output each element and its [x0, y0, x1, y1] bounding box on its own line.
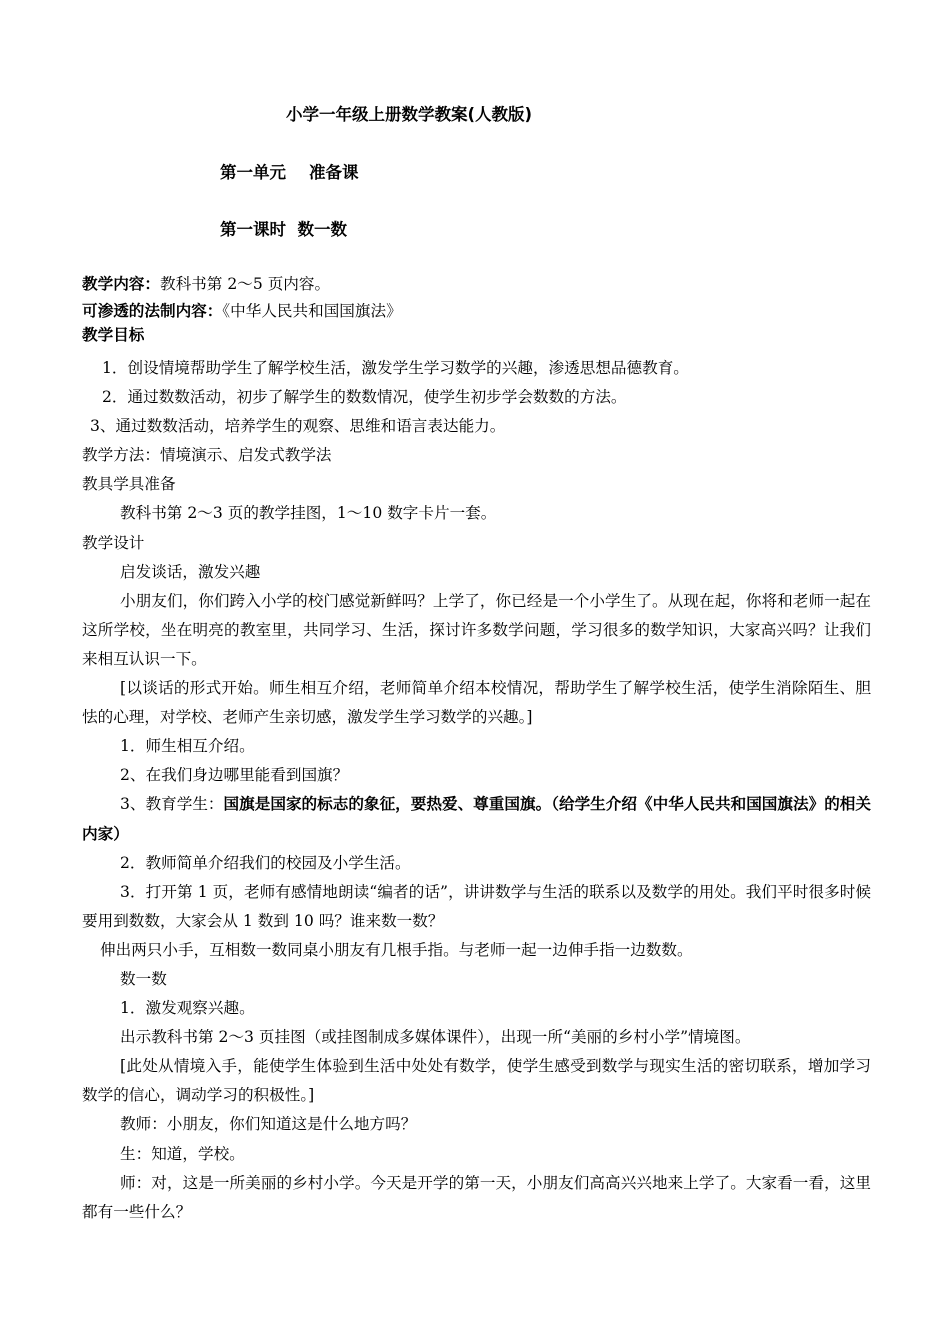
flag-education-text: 国旗是国家的标志的象征，要热爱、尊重国旗。（给学生介绍《中华人民共和国国旗法》的相关内家）	[82, 795, 872, 843]
design-heading: 教学设计	[82, 533, 145, 552]
section-heading: 启发谈话，激发兴趣	[120, 562, 261, 581]
goal-item: 3、通过数数活动，培养学生的观察、思维和语言表达能力。	[90, 417, 506, 436]
step-item: 2、在我们身边哪里能看到国旗？	[120, 766, 349, 785]
step-item: 1．激发观察兴趣。	[120, 999, 255, 1018]
teaching-content-line	[82, 270, 871, 297]
step-item-education	[82, 790, 871, 848]
step-item: 出示教科书第 2～3 页挂图（或挂图制成多媒体课件），出现一所“美丽的乡村小学”情境图。	[120, 1028, 751, 1047]
law-content-value: 《中华人民共和国国旗法》	[222, 302, 402, 320]
step-item: 1．师生相互介绍。	[120, 737, 255, 756]
teaching-content-value: 教科书第 2～5 页内容。	[159, 275, 331, 293]
unit-title: 第一单元 准备课	[220, 163, 359, 182]
goal-item: 2．通过数数活动，初步了解学生的数数情况，使学生初步学会数数的方法。	[102, 388, 627, 407]
note-paragraph: [以谈话的形式开始。师生相互介绍，老师简单介绍本校情况，帮助学生了解学校生活，使学生消除陌生、胆怯的心理，对学校、老师产生亲切感，激发学生学习数学的兴趣。]	[82, 679, 871, 727]
dialogue-line: 生：知道，学校。	[120, 1144, 245, 1163]
law-content-line	[82, 297, 871, 321]
goal-item: 1．创设情境帮助学生了解学校生活，激发学生学习数学的兴趣，渗透思想品德教育。	[102, 359, 689, 377]
teaching-content-label: 教学内容：	[82, 275, 160, 293]
step-prefix: 3、教育学生：	[120, 795, 224, 814]
teaching-method: 教学方法：情境演示、启发式教学法	[82, 446, 332, 465]
note-paragraph: [此处从情境入手，能使学生体验到生活中处处有数学，使学生感受到数学与现实生活的密切联系，增加学习数学的信心，调动学习的积极性。]	[82, 1057, 871, 1105]
prep-value: 教科书第 2～3 页的教学挂图，1～10 数字卡片一套。	[120, 504, 497, 523]
dialogue-line: 师：对，这是一所美丽的乡村小学。今天是开学的第一天，小朋友们高高兴兴地来上学了。大家看一看，这里都有一些什么？	[82, 1173, 871, 1221]
section-heading: 数一数	[120, 969, 167, 988]
dialogue-line: 教师：小朋友，你们知道这是什么地方吗？	[120, 1115, 417, 1134]
step-item: 2．教师简单介绍我们的校园及小学生活。	[120, 853, 411, 872]
lesson-title: 第一课时 数一数	[220, 220, 347, 239]
paragraph: 小朋友们，你们跨入小学的校门感觉新鲜吗？上学了，你已经是一个小学生了。从现在起，你将和老师一起在这所学校，坐在明亮的教室里，共同学习、生活，探讨许多数学问题，学习很多的数学知识，大家高兴吗？让我们来相互认识一下。	[82, 591, 871, 668]
prep-heading: 教具学具准备	[82, 475, 176, 494]
step-item: 3．打开第 1 页，老师有感情地朗读“编者的话”，讲讲数学与生活的联系以及数学的用处。我们平时很多时候要用到数数，大家会从 1 数到 10 吗？谁来数一数？	[82, 882, 871, 930]
teaching-goals-heading: 教学目标	[82, 326, 145, 344]
document-body	[82, 270, 871, 1227]
law-content-label: 可渗透的法制内容：	[82, 302, 223, 320]
step-item: 伸出两只小手，互相数一数同桌小朋友有几根手指。与老师一起一边伸手指一边数数。	[100, 940, 693, 959]
meta-block	[82, 270, 871, 354]
document-title: 小学一年级上册数学教案(人教版)	[286, 105, 533, 124]
